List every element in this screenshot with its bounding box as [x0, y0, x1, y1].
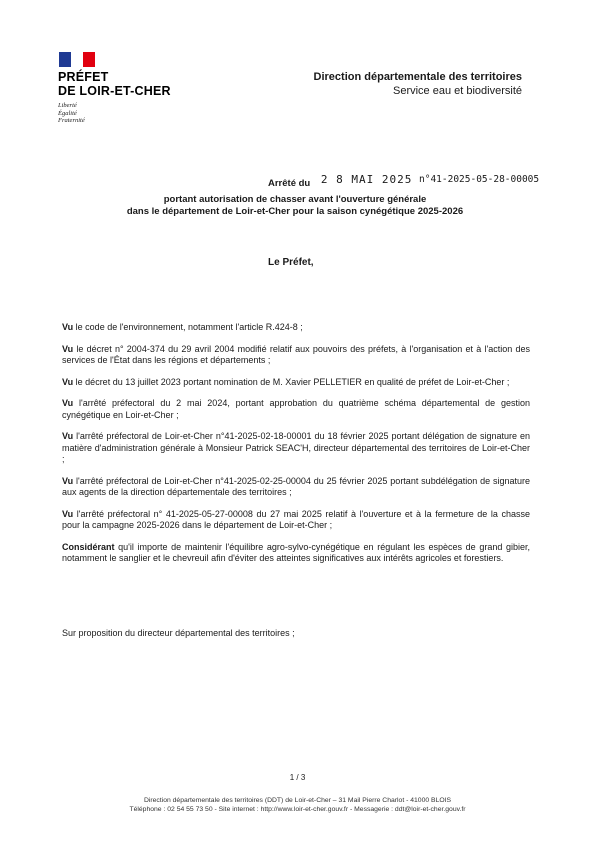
- prefet-line2: DE LOIR-ET-CHER: [58, 84, 171, 98]
- visa-item: Vu le décret du 13 juillet 2023 portant nomination de M. Xavier PELLETIER en qualité de préfet de Loir-et-Cher ;: [62, 376, 510, 387]
- arrete-title: [60, 194, 530, 218]
- title-line-2: dans le département de Loir-et-Cher pour la saison cynégétique 2025-2026: [126, 206, 464, 217]
- page-number: 1 / 3: [289, 773, 306, 782]
- visa-item: Vu le décret n° 2004-374 du 29 avril 2004 modifié relatif aux pouvoirs des préfets, à l'organisation et à l'action des services de l'État dans les régions et départements ;: [62, 343, 530, 365]
- prefet-line1: PRÉFET: [58, 70, 109, 84]
- footer-address: Direction départementale des territoires (DDT) de Loir-et-Cher – 31 Mail Pierre Charlot - 41000 BLOIS: [143, 797, 452, 804]
- prefet-title: [58, 70, 188, 98]
- visa-item: Vu le code de l'environnement, notamment l'article R.424-8 ;: [62, 322, 303, 332]
- considerant-item: Considérant qu'il importe de maintenir l'équilibre agro-sylvo-cynégétique en régulant les espèces de grand gibier, notamment le sanglier et le chevreuil afin d'éviter des atteintes significatives aux intérêts agricoles et forestiers.: [62, 541, 530, 563]
- visa-item: Vu l'arrêté préfectoral n° 41-2025-05-27-00008 du 27 mai 2025 relatif à l'ouverture et à la fermeture de la chasse pour la campagne 2025-2026 dans le département de Loir-et-Cher ;: [62, 508, 530, 530]
- motto-liberte: Liberté: [58, 102, 77, 109]
- prefecture-logo: [58, 52, 188, 125]
- arrete-number: n°41-2025-05-28-00005: [419, 174, 540, 185]
- direction-name: Direction départementale des territoires: [313, 71, 522, 83]
- title-line-1: portant autorisation de chasser avant l'ouverture générale: [163, 194, 427, 205]
- visa-item: Vu l'arrêté préfectoral du 2 mai 2024, portant approbation du quatrième schéma départemental de gestion cynégétique en Loir-et-Cher ;: [62, 398, 530, 420]
- date-stamp: 2 8 MAI 2025: [320, 173, 413, 186]
- visas-list: [62, 322, 530, 575]
- marianne-flag-icon: [59, 52, 95, 67]
- visa-item: Vu l'arrêté préfectoral de Loir-et-Cher n°41-2025-02-25-00004 du 25 février 2025 portant subdélégation de signature aux agents de la direction départementale des territoires ;: [62, 475, 530, 497]
- service-name: Service eau et biodiversité: [392, 85, 522, 97]
- proposition-line: Sur proposition du directeur départemental des territoires ;: [62, 628, 295, 638]
- visa-item: Vu l'arrêté préfectoral de Loir-et-Cher n°41-2025-02-18-00001 du 18 février 2025 portant délégation de signature en matière d'administration générale à Monsieur Patrick SEAC'H, directeur départemental des territoires de Loir-et-Cher ;: [62, 431, 530, 464]
- issuing-service: [314, 70, 522, 98]
- footer: [0, 796, 595, 814]
- arrete-header: [268, 173, 540, 189]
- arrete-prefix: Arrêté du: [268, 178, 311, 189]
- motto-fraternite: Fraternité: [58, 117, 85, 124]
- motto-egalite: Égalité: [58, 109, 77, 117]
- republic-motto: [58, 102, 188, 125]
- footer-contact: Téléphone : 02 54 55 73 50 - Site internet : http://www.loir-et-cher.gouv.fr - Messagerie : ddt@loir-et-cher.gouv.fr: [129, 806, 466, 813]
- le-prefet-heading: Le Préfet,: [268, 257, 314, 268]
